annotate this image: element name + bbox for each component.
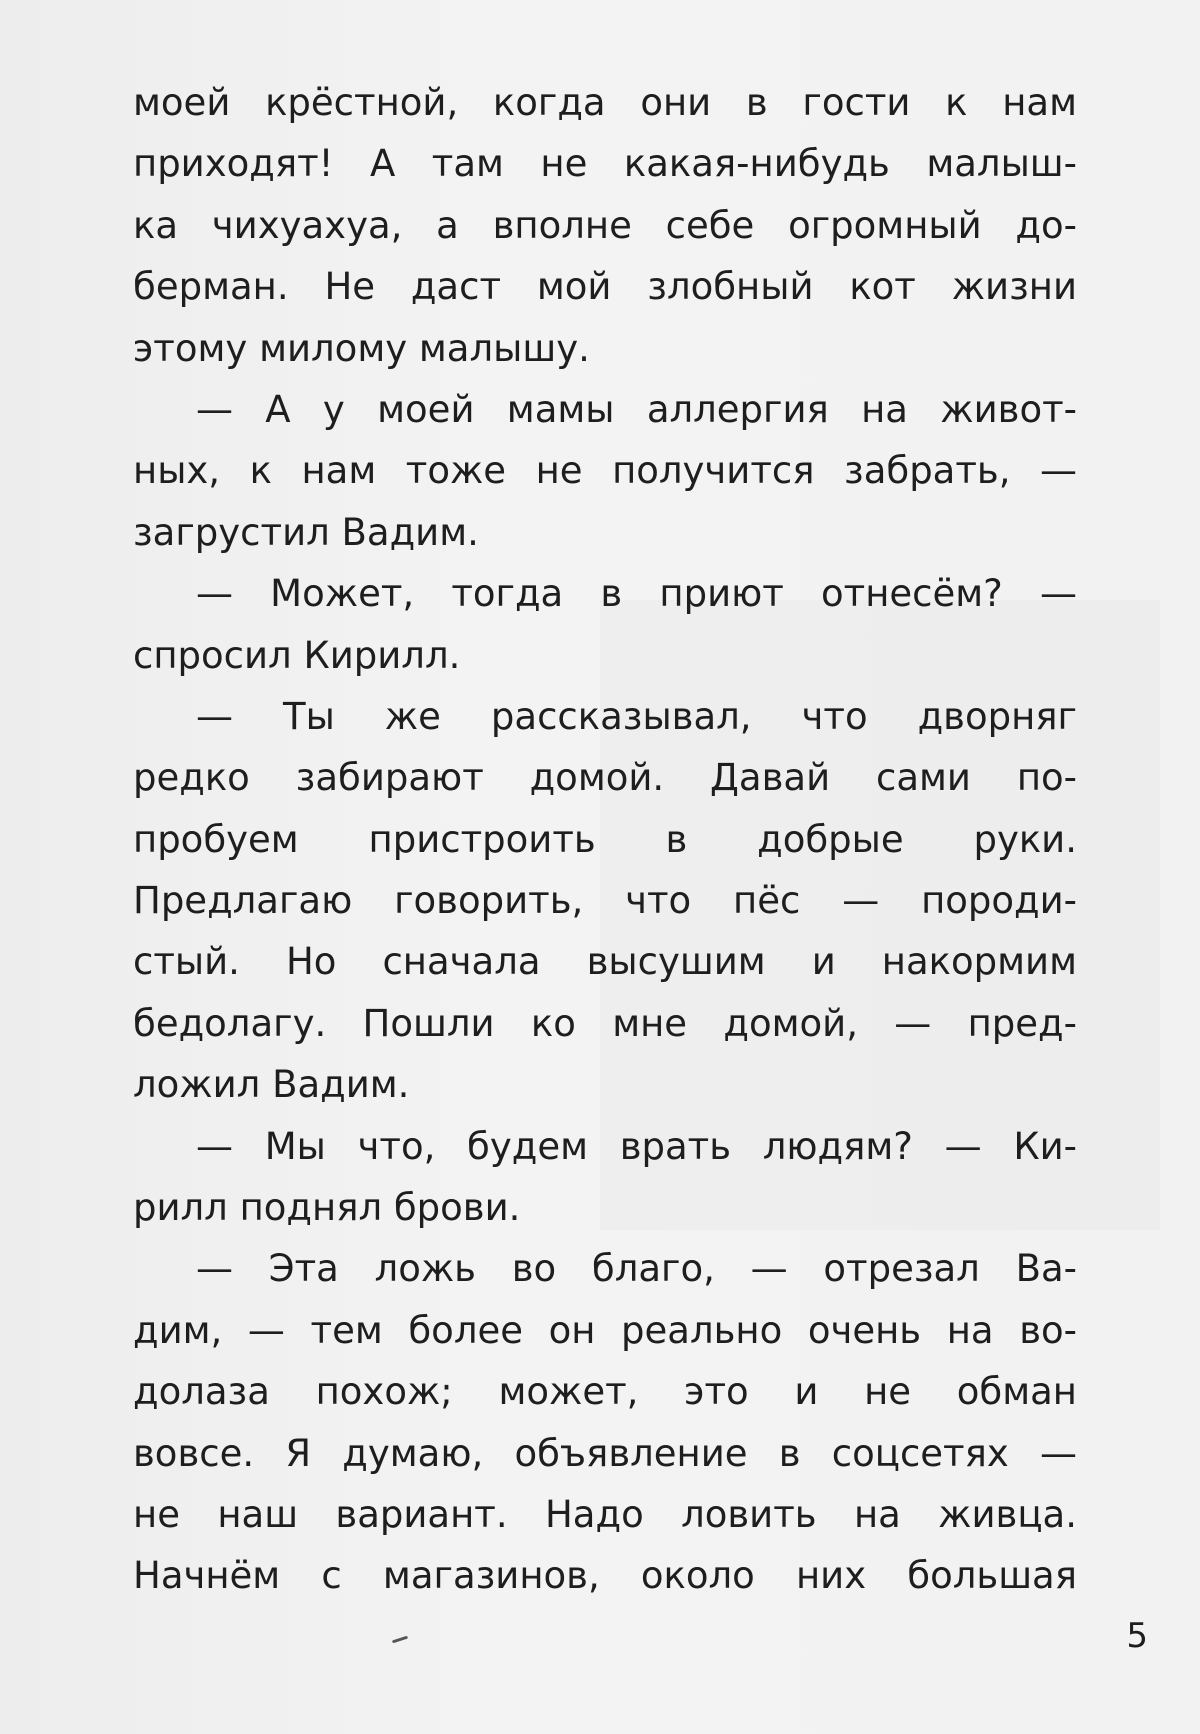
text-line: берман. Не даст мой злобный кот жизни: [133, 265, 1077, 309]
text-line: — Может, тогда в приют отнесём? —: [196, 572, 1077, 616]
text-line: загрустил Вадим.: [133, 510, 479, 554]
text-line: ка чихуахуа, а вполне себе огромный до-: [133, 203, 1077, 247]
text-line: не наш вариант. Надо ловить на живца.: [133, 1492, 1077, 1536]
text-line: стый. Но сначала высушим и накормим: [133, 940, 1077, 984]
text-line: ложил Вадим.: [133, 1063, 410, 1107]
text-line: моей крёстной, когда они в гости к нам: [133, 81, 1077, 124]
text-line: Предлагаю говорить, что пёс — породи-: [133, 879, 1077, 923]
print-speck: [392, 1636, 408, 1644]
text-line: Начнём с магазинов, около них большая: [133, 1554, 1077, 1598]
text-line: — Ты же рассказывал, что дворняг: [196, 694, 1077, 738]
text-line: рилл поднял брови.: [133, 1186, 521, 1230]
text-line: редко забирают домой. Давай сами по-: [133, 756, 1077, 800]
text-line: пробуем пристроить в добрые руки.: [133, 817, 1077, 861]
text-line: бедолагу. Пошли ко мне домой, — пред-: [133, 1001, 1077, 1045]
text-line: этому милому малышу.: [133, 326, 590, 370]
text-line: ных, к нам тоже не получится забрать, —: [133, 449, 1077, 493]
text-line: — А у моей мамы аллергия на живот-: [196, 387, 1077, 431]
page-number: 5: [1126, 1616, 1148, 1656]
text-line: — Мы что, будем врать людям? — Ки-: [196, 1124, 1077, 1168]
text-line: дим, — тем более он реально очень на во-: [133, 1308, 1077, 1352]
text-line: вовсе. Я думаю, объявление в соцсетях —: [133, 1431, 1077, 1475]
text-line: — Эта ложь во благо, — отрезал Ва-: [196, 1247, 1077, 1291]
page-text: [133, 72, 1077, 1607]
text-line: спросил Кирилл.: [133, 633, 461, 677]
text-line: долаза похож; может, это и не обман: [133, 1370, 1077, 1414]
text-line: приходят! А там не какая-нибудь малыш-: [133, 142, 1077, 186]
